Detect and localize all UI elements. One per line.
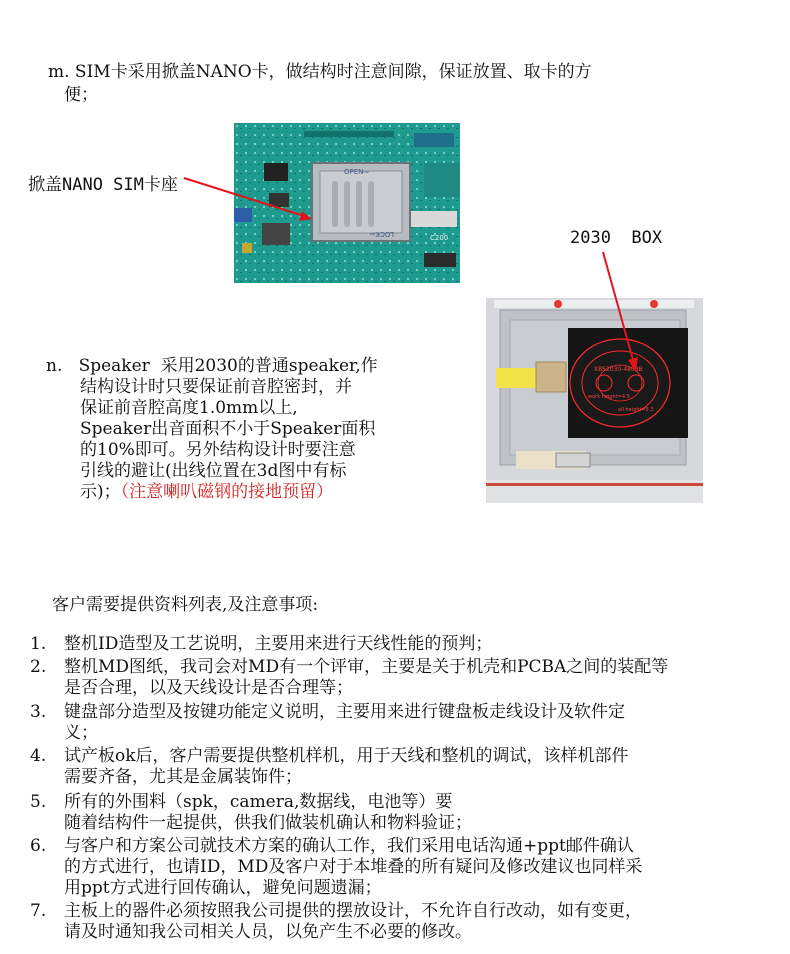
sim-open-label: OPEN⇨ [344,168,370,176]
list-item-text [64,746,750,788]
list-item-number: 7. [30,901,47,921]
sim-socket-callout: 掀盖NANO SIM卡座 [28,175,178,195]
list-item-number: 6. [30,836,47,856]
list-item-number: 3. [30,702,47,722]
list-item-text [64,634,750,655]
section-m-line2: 便； [64,85,98,105]
speaker-work-height-label: work height=4.5 [588,394,630,400]
list-item [30,901,750,943]
list-item-line: 用ppt方式进行回传确认，避免问题遗漏； [64,878,382,898]
list-item-line: 随着结构件一起提供，供我们做装机确认和物料验证； [64,813,472,833]
list-item-line: 整机ID造型及工艺说明，主要用来进行天线性能的预判； [64,634,493,654]
list-item-line: 整机MD图纸，我司会对MD有一个评审，主要是关于机壳和PCBA之间的装配等 [64,657,669,677]
list-item-line: 需要齐备，尤其是金属装饰件； [64,767,302,787]
box-label: 2030 BOX [570,228,663,248]
list-item-line: 请及时通知我公司相关人员，以免产生不必要的修改。 [64,922,472,942]
section-n-line2: 结构设计时只要保证前音腔密封，并 [80,377,352,397]
speaker-model-label: XBS2030-4808B [594,366,643,373]
list-item-text [64,901,750,943]
list-item-number: 4. [30,746,47,766]
list-item [30,702,750,744]
list-item-text [64,657,750,699]
list-item-number: 1. [30,634,47,654]
list-item-line: 与客户和方案公司就技术方案的确认工作，我们采用电话沟通+ppt邮件确认 [64,836,634,856]
speaker-all-height-label: all height=5.3 [618,407,654,413]
list-item-line: 义； [64,723,98,743]
list-item-line: 主板上的器件必须按照我公司提供的摆放设计，不允许自行改动，如有变更， [64,901,642,921]
section-n-line5: 的10%即可。另外结构设计时要注意 [80,440,356,460]
list-item [30,836,750,899]
section-n-line6: 引线的避让(出线位置在3d图中有标 [80,461,347,481]
list-item [30,746,750,788]
section-n-line7-text: 示)； [80,482,121,502]
section-n-line4: Speaker出音面积不小于Speaker面积 [80,419,376,439]
list-item-number: 5. [30,792,47,812]
section-n-line3: 保证前音腔高度1.0mm以上, [80,398,298,418]
sim-lock-label: LOCK⇦ [369,230,394,238]
magnet-ground-note: （注意喇叭磁钢的接地预留） [120,482,334,502]
list-item-text [64,792,750,834]
list-item-number: 2. [30,657,47,677]
list-item [30,634,750,655]
section-m-line1: m. SIM卡采用掀盖NANO卡，做结构时注意间隙，保证放置、取卡的方 [48,62,592,82]
list-item [30,657,750,699]
list-item-text [64,702,750,744]
list-item [30,792,750,834]
list-item-line: 试产板ok后，客户需要提供整机样机，用于天线和整机的调试，该样机部件 [64,746,629,766]
list-item-line: 是否合理，以及天线设计是否合理等； [64,678,353,698]
customer-heading: 客户需要提供资料列表,及注意事项: [52,595,319,615]
callout-arrow [180,170,320,230]
list-item-line: 所有的外围料（spk，camera,数据线，电池等）要 [64,792,453,812]
list-item-text [64,836,750,899]
section-n-line7 [80,477,333,502]
section-n-line1: n. Speaker 采用2030的普通speaker,作 [46,356,378,376]
list-item-line: 键盘部分造型及按键功能定义说明，主要用来进行键盘板走线设计及软件定 [64,702,625,722]
list-item-line: 的方式进行，也请ID，MD及客户对于本堆叠的所有疑问及修改建议也同样采 [64,857,643,877]
pcb-silkscreen-label: C200 [430,234,449,242]
box-arrow [595,248,645,378]
